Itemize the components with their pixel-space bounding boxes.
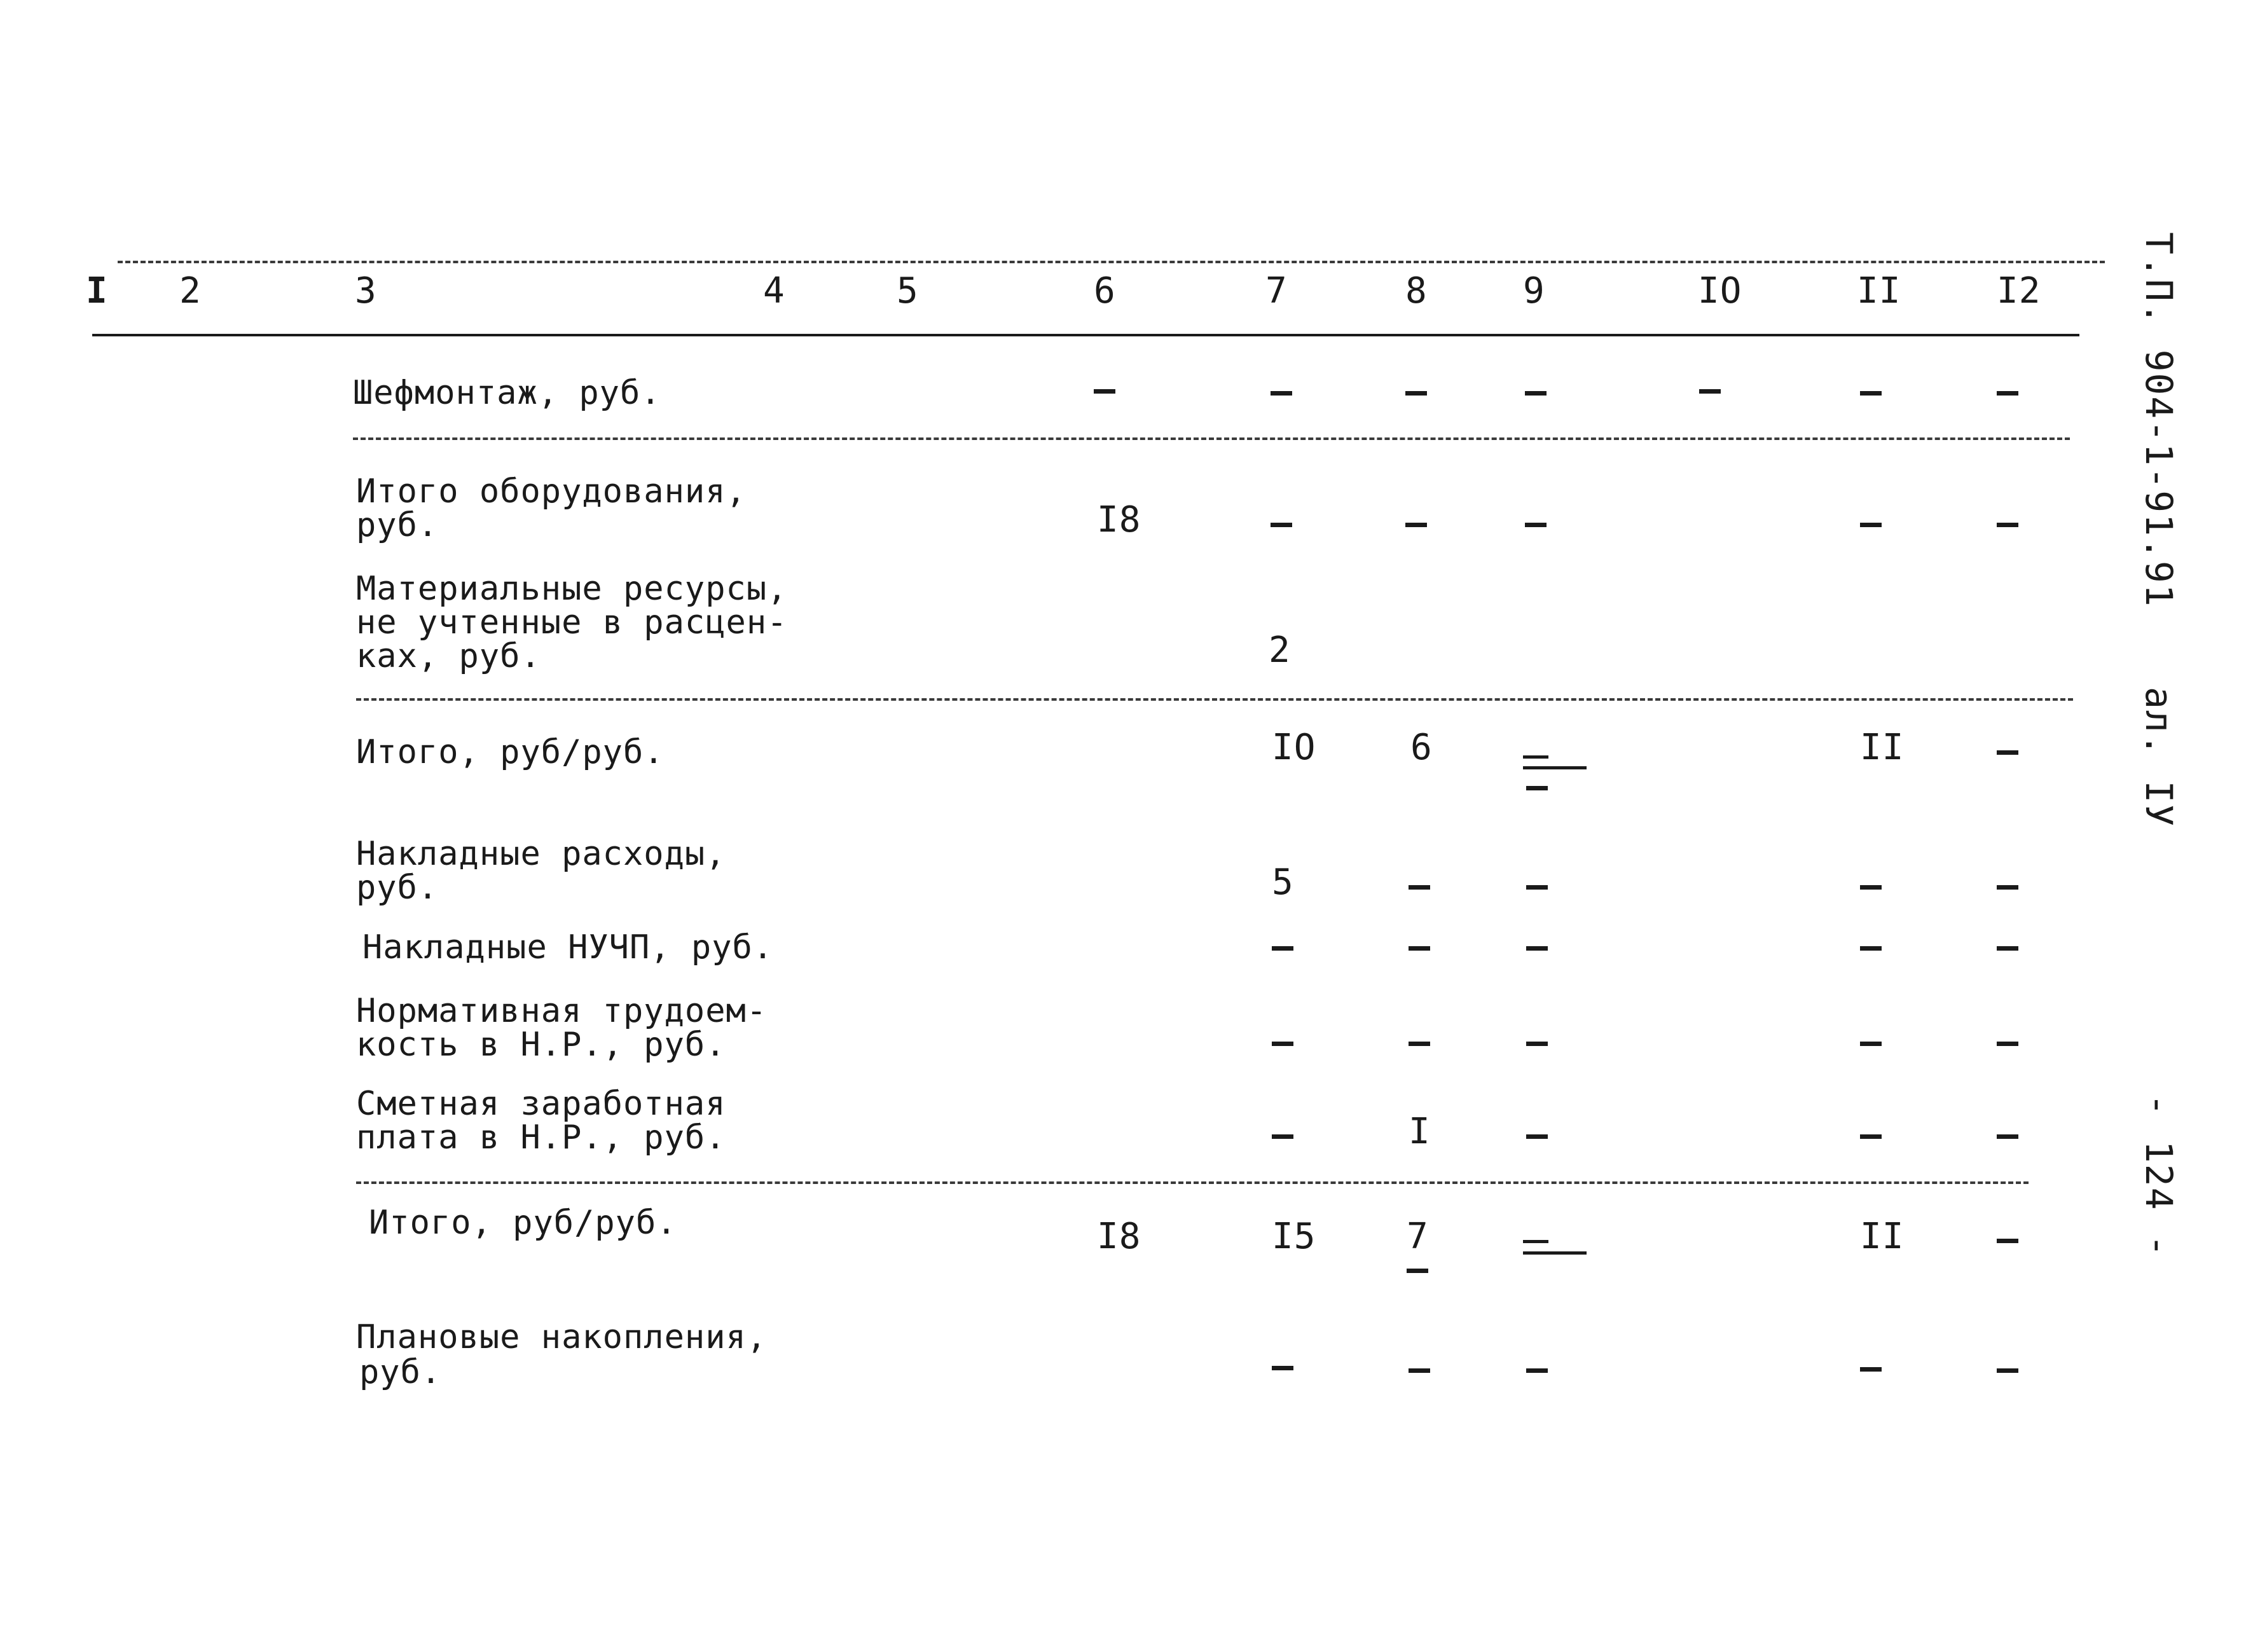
dash bbox=[1271, 391, 1292, 396]
dash bbox=[1997, 750, 2018, 755]
col-header-6: 6 bbox=[1094, 270, 1116, 312]
row-planovye-label-1: Плановые накопления, bbox=[356, 1318, 768, 1356]
dash bbox=[1860, 1042, 1882, 1046]
dash bbox=[1997, 1239, 2018, 1243]
dash bbox=[1526, 1042, 1548, 1046]
dash bbox=[1860, 391, 1882, 396]
col-header-9: 9 bbox=[1523, 270, 1545, 312]
dash bbox=[1997, 523, 2018, 527]
dash bbox=[1525, 391, 1547, 396]
underline-mark bbox=[1523, 1251, 1587, 1255]
row-itogo1-col11: II bbox=[1860, 727, 1905, 768]
dash bbox=[1407, 1269, 1428, 1273]
dash bbox=[1094, 389, 1115, 394]
row-itogo2-col6: I8 bbox=[1097, 1216, 1141, 1257]
dash bbox=[1997, 1368, 2018, 1373]
section-rule bbox=[356, 698, 2073, 701]
dash bbox=[1409, 1042, 1430, 1046]
dash bbox=[1405, 391, 1427, 396]
row-itogo-oborud-label-1: Итого оборудования, bbox=[356, 472, 747, 511]
section-rule bbox=[356, 1181, 2029, 1184]
row-normativ-label-1: Нормативная трудоем- bbox=[356, 992, 768, 1030]
row-nakladnye-label-1: Накладные расходы, bbox=[356, 835, 726, 873]
col-header-11: II bbox=[1857, 270, 1901, 312]
row-itogo-oborud-col6: I8 bbox=[1097, 499, 1141, 540]
dash bbox=[1699, 389, 1721, 394]
dash bbox=[1997, 946, 2018, 951]
row-shefmontazh-label: Шефмонтаж, руб. bbox=[353, 374, 661, 412]
dash bbox=[1997, 1042, 2018, 1046]
row-smetnaya-col8: I bbox=[1409, 1111, 1431, 1152]
row-smetnaya-label-1: Сметная заработная bbox=[356, 1085, 726, 1123]
dash bbox=[1525, 523, 1547, 527]
dash bbox=[1272, 1042, 1293, 1046]
side-album: ал. IУ bbox=[2137, 687, 2181, 828]
dash bbox=[1271, 523, 1292, 527]
dash bbox=[1526, 885, 1548, 890]
row-materials-col7: 2 bbox=[1269, 630, 1291, 671]
row-normativ-label-2: кость в Н.Р., руб. bbox=[356, 1026, 726, 1064]
row-itogo2-col11: II bbox=[1860, 1216, 1905, 1257]
row-materials-label-2: не учтенные в расцен- bbox=[356, 603, 788, 642]
col-header-12: I2 bbox=[1997, 270, 2041, 312]
dash bbox=[1860, 523, 1882, 527]
section-rule bbox=[353, 437, 2070, 440]
dash bbox=[1526, 946, 1548, 951]
dash bbox=[1272, 1134, 1293, 1139]
row-itogo2-col7: I5 bbox=[1272, 1216, 1316, 1257]
dash bbox=[1272, 946, 1293, 951]
dash bbox=[1997, 885, 2018, 890]
header-bottom-rule bbox=[92, 334, 2079, 336]
dash bbox=[1997, 1134, 2018, 1139]
underline-mark bbox=[1523, 755, 1548, 759]
dash bbox=[1860, 946, 1882, 951]
dash bbox=[1526, 1368, 1548, 1373]
row-itogo2-col8: 7 bbox=[1407, 1216, 1429, 1257]
dash bbox=[1860, 1134, 1882, 1139]
col-header-4: 4 bbox=[763, 270, 785, 312]
row-itogo1-label: Итого, руб/руб. bbox=[356, 733, 665, 771]
row-nakladnye-nuchp-label: Накладные НУЧП, руб. bbox=[362, 928, 774, 967]
dash bbox=[1409, 885, 1430, 890]
row-itogo2-label: Итого, руб/руб. bbox=[369, 1204, 677, 1242]
dash bbox=[1405, 523, 1427, 527]
col-header-10: IO bbox=[1698, 270, 1742, 312]
col-header-5: 5 bbox=[897, 270, 919, 312]
row-planovye-label-2: руб. bbox=[359, 1353, 442, 1391]
underline-mark bbox=[1523, 766, 1587, 769]
dash bbox=[1526, 786, 1548, 790]
row-itogo-oborud-label-2: руб. bbox=[356, 506, 439, 544]
row-materials-label-1: Материальные ресурсы, bbox=[356, 570, 788, 608]
dash bbox=[1409, 946, 1430, 951]
dash bbox=[1409, 1368, 1430, 1373]
side-code: Т.П. 904-1-91.91 bbox=[2137, 232, 2181, 608]
row-nakladnye-col7: 5 bbox=[1272, 862, 1294, 903]
dash bbox=[1272, 1366, 1293, 1370]
dash bbox=[1526, 1134, 1548, 1139]
row-smetnaya-label-2: плата в Н.Р., руб. bbox=[356, 1119, 726, 1157]
col-header-7: 7 bbox=[1265, 270, 1288, 312]
dash bbox=[1997, 391, 2018, 396]
header-top-rule bbox=[118, 261, 2105, 263]
col-header-1: I bbox=[86, 270, 108, 312]
dash bbox=[1860, 885, 1882, 890]
row-itogo1-col7: IO bbox=[1272, 727, 1316, 768]
underline-mark bbox=[1523, 1240, 1548, 1243]
row-nakladnye-label-2: руб. bbox=[356, 869, 439, 907]
dash bbox=[1860, 1367, 1882, 1372]
side-page-number: - 124 - bbox=[2137, 1094, 2181, 1258]
col-header-2: 2 bbox=[179, 270, 202, 312]
row-materials-label-3: ках, руб. bbox=[356, 637, 541, 675]
row-itogo1-col8: 6 bbox=[1410, 727, 1433, 768]
col-header-8: 8 bbox=[1405, 270, 1428, 312]
col-header-3: 3 bbox=[355, 270, 377, 312]
